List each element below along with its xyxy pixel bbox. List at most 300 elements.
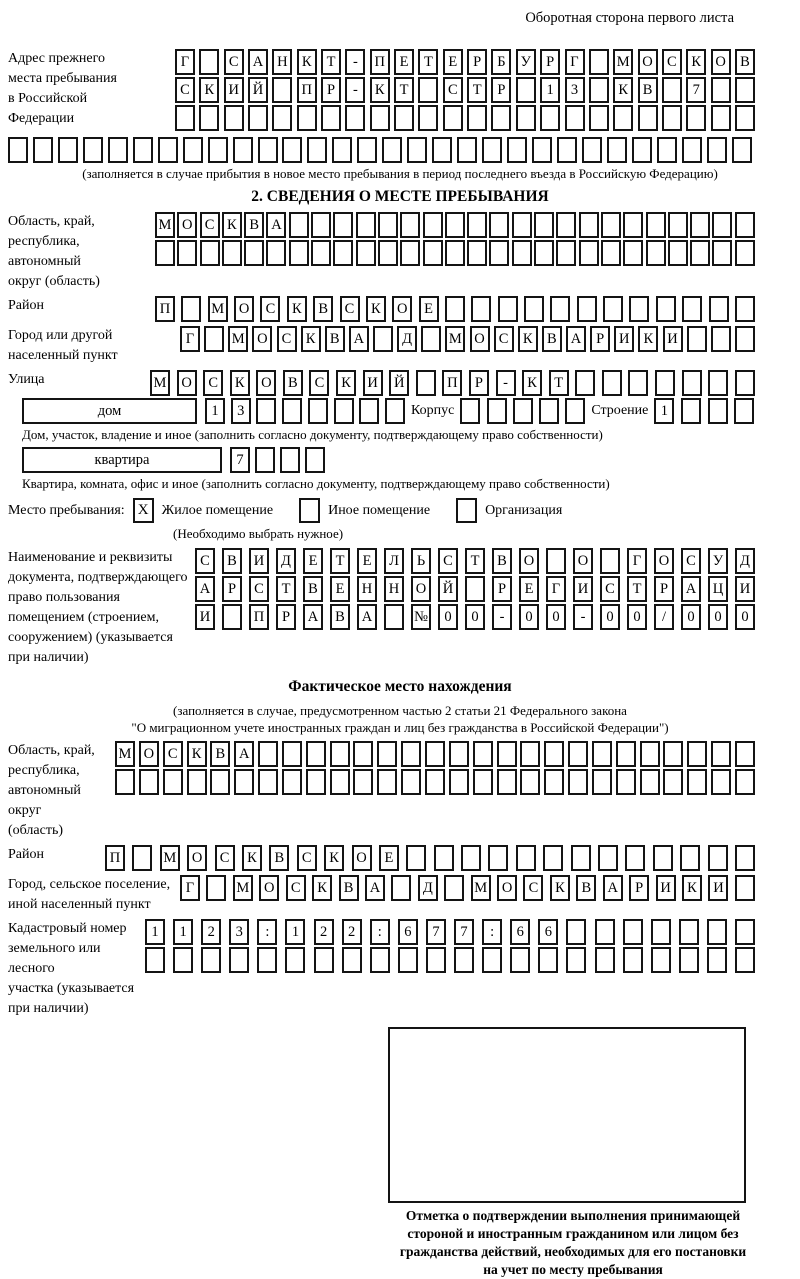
char-cell[interactable] [445,212,465,238]
char-cell[interactable] [445,240,465,266]
char-cell[interactable] [473,741,493,767]
char-cell[interactable] [330,741,350,767]
char-cell[interactable] [133,137,153,163]
char-cell[interactable]: К [370,77,390,103]
char-cell[interactable]: С [600,576,620,602]
char-cell[interactable]: В [542,326,562,352]
char-cell[interactable] [83,137,103,163]
char-cell[interactable] [510,947,530,973]
char-cell[interactable]: Р [321,77,341,103]
char-cell[interactable] [534,212,554,238]
char-cell[interactable] [687,326,707,352]
char-cell[interactable] [682,296,702,322]
char-cell[interactable]: В [222,548,242,574]
char-cell[interactable]: П [105,845,125,871]
char-cell[interactable] [601,212,621,238]
char-cell[interactable] [623,947,643,973]
char-cell[interactable]: Р [276,604,296,630]
char-cell[interactable] [708,845,728,871]
char-cell[interactable] [602,370,622,396]
char-cell[interactable]: К [187,741,207,767]
char-cell[interactable]: В [735,49,755,75]
char-cell[interactable]: Г [546,576,566,602]
char-cell[interactable]: Г [627,548,647,574]
char-cell[interactable]: 0 [735,604,755,630]
char-cell[interactable] [108,137,128,163]
char-cell[interactable]: С [681,548,701,574]
char-cell[interactable] [332,137,352,163]
char-cell[interactable] [426,947,446,973]
char-cell[interactable]: С [523,875,543,901]
char-cell[interactable]: О [573,548,593,574]
char-cell[interactable]: С [249,576,269,602]
char-cell[interactable]: 3 [565,77,585,103]
char-cell[interactable]: С [286,875,306,901]
char-cell[interactable] [200,240,220,266]
char-cell[interactable] [735,741,755,767]
char-cell[interactable] [489,212,509,238]
char-cell[interactable] [616,769,636,795]
char-cell[interactable] [735,769,755,795]
char-cell[interactable]: Д [418,875,438,901]
char-cell[interactable]: С [309,370,329,396]
char-cell[interactable]: С [340,296,360,322]
char-cell[interactable]: 2 [314,919,334,945]
char-cell[interactable]: О [411,576,431,602]
char-cell[interactable]: А [681,576,701,602]
char-cell[interactable]: А [248,49,268,75]
char-cell[interactable] [543,845,563,871]
char-cell[interactable]: А [603,875,623,901]
char-cell[interactable]: 1 [285,919,305,945]
char-cell[interactable]: Й [389,370,409,396]
char-cell[interactable]: К [550,875,570,901]
char-cell[interactable]: 7 [426,919,446,945]
char-cell[interactable] [735,845,755,871]
char-cell[interactable] [735,370,755,396]
char-cell[interactable] [651,947,671,973]
char-cell[interactable]: К [301,326,321,352]
char-cell[interactable]: Т [330,548,350,574]
char-cell[interactable]: Т [276,576,296,602]
char-cell[interactable] [709,296,729,322]
char-cell[interactable]: - [345,77,365,103]
house-field-box[interactable]: дом [22,398,197,424]
char-cell[interactable] [234,769,254,795]
char-cell[interactable] [513,398,533,424]
char-cell[interactable] [655,370,675,396]
char-cell[interactable]: Ь [411,548,431,574]
char-cell[interactable]: К [199,77,219,103]
char-cell[interactable]: / [654,604,674,630]
char-cell[interactable] [177,240,197,266]
char-cell[interactable] [206,875,226,901]
char-cell[interactable] [384,604,404,630]
char-cell[interactable] [557,137,577,163]
char-cell[interactable] [416,370,436,396]
char-cell[interactable]: П [370,49,390,75]
char-cell[interactable]: 0 [546,604,566,630]
char-cell[interactable]: В [283,370,303,396]
char-cell[interactable]: П [297,77,317,103]
char-cell[interactable] [391,875,411,901]
char-cell[interactable]: Р [590,326,610,352]
char-cell[interactable] [603,296,623,322]
char-cell[interactable]: Р [467,49,487,75]
char-cell[interactable]: С [224,49,244,75]
char-cell[interactable] [640,769,660,795]
char-cell[interactable] [311,240,331,266]
char-cell[interactable]: Е [330,576,350,602]
char-cell[interactable] [628,370,648,396]
char-cell[interactable] [646,212,666,238]
char-cell[interactable] [589,77,609,103]
char-cell[interactable] [370,947,390,973]
char-cell[interactable]: В [339,875,359,901]
char-cell[interactable]: : [257,919,277,945]
char-cell[interactable] [173,947,193,973]
char-cell[interactable]: О [352,845,372,871]
char-cell[interactable]: 7 [686,77,706,103]
char-cell[interactable]: 0 [600,604,620,630]
char-cell[interactable]: : [370,919,390,945]
char-cell[interactable]: П [249,604,269,630]
char-cell[interactable] [708,398,728,424]
char-cell[interactable] [595,919,615,945]
char-cell[interactable]: А [195,576,215,602]
char-cell[interactable] [280,447,300,473]
char-cell[interactable]: И [195,604,215,630]
char-cell[interactable] [556,240,576,266]
char-cell[interactable] [460,398,480,424]
char-cell[interactable] [398,947,418,973]
char-cell[interactable] [690,240,710,266]
char-cell[interactable] [687,741,707,767]
char-cell[interactable] [482,137,502,163]
char-cell[interactable] [465,576,485,602]
char-cell[interactable] [681,398,701,424]
char-cell[interactable] [712,212,732,238]
char-cell[interactable]: А [349,326,369,352]
char-cell[interactable] [651,919,671,945]
char-cell[interactable] [210,769,230,795]
char-cell[interactable] [382,137,402,163]
char-cell[interactable]: М [115,741,135,767]
char-cell[interactable]: И [735,576,755,602]
char-cell[interactable]: К [638,326,658,352]
char-cell[interactable] [282,741,302,767]
char-cell[interactable] [638,105,658,131]
char-cell[interactable] [311,212,331,238]
char-cell[interactable] [258,137,278,163]
char-cell[interactable] [682,137,702,163]
char-cell[interactable] [334,398,354,424]
char-cell[interactable] [589,105,609,131]
char-cell[interactable] [601,240,621,266]
char-cell[interactable]: Ц [708,576,728,602]
char-cell[interactable] [488,845,508,871]
char-cell[interactable] [258,769,278,795]
char-cell[interactable]: В [325,326,345,352]
char-cell[interactable] [377,741,397,767]
char-cell[interactable] [566,947,586,973]
char-cell[interactable] [550,296,570,322]
char-cell[interactable] [707,947,727,973]
char-cell[interactable]: О [252,326,272,352]
char-cell[interactable]: Р [491,77,511,103]
char-cell[interactable] [471,296,491,322]
char-cell[interactable] [516,845,536,871]
char-cell[interactable] [595,947,615,973]
char-cell[interactable] [708,370,728,396]
char-cell[interactable] [432,137,452,163]
char-cell[interactable] [497,741,517,767]
char-cell[interactable]: К [297,49,317,75]
char-cell[interactable] [616,741,636,767]
char-cell[interactable] [732,137,752,163]
char-cell[interactable]: Д [735,548,755,574]
char-cell[interactable] [308,398,328,424]
char-cell[interactable] [556,212,576,238]
char-cell[interactable] [544,769,564,795]
char-cell[interactable]: Е [357,548,377,574]
char-cell[interactable]: В [313,296,333,322]
char-cell[interactable] [373,326,393,352]
char-cell[interactable]: Т [549,370,569,396]
char-cell[interactable] [357,137,377,163]
char-cell[interactable]: В [269,845,289,871]
char-cell[interactable] [482,947,502,973]
char-cell[interactable] [394,105,414,131]
char-cell[interactable] [598,845,618,871]
char-cell[interactable] [443,105,463,131]
char-cell[interactable] [546,548,566,574]
char-cell[interactable] [534,240,554,266]
char-cell[interactable]: Д [276,548,296,574]
char-cell[interactable]: 7 [230,447,250,473]
char-cell[interactable] [735,240,755,266]
char-cell[interactable]: О [177,370,197,396]
char-cell[interactable]: Р [492,576,512,602]
char-cell[interactable] [516,105,536,131]
char-cell[interactable] [662,77,682,103]
char-cell[interactable] [623,919,643,945]
char-cell[interactable]: С [443,77,463,103]
char-cell[interactable] [256,398,276,424]
char-cell[interactable] [735,919,755,945]
char-cell[interactable] [577,296,597,322]
char-cell[interactable] [297,105,317,131]
char-cell[interactable]: Б [491,49,511,75]
char-cell[interactable]: И [224,77,244,103]
char-cell[interactable]: 3 [229,919,249,945]
char-cell[interactable] [255,447,275,473]
char-cell[interactable]: 1 [173,919,193,945]
char-cell[interactable]: К [324,845,344,871]
char-cell[interactable]: К [686,49,706,75]
char-cell[interactable] [145,947,165,973]
char-cell[interactable] [539,398,559,424]
char-cell[interactable]: Г [180,875,200,901]
char-cell[interactable]: 6 [510,919,530,945]
char-cell[interactable] [735,105,755,131]
char-cell[interactable] [401,769,421,795]
char-cell[interactable] [258,741,278,767]
char-cell[interactable]: С [260,296,280,322]
char-cell[interactable] [175,105,195,131]
char-cell[interactable]: 0 [519,604,539,630]
char-cell[interactable] [248,105,268,131]
char-cell[interactable]: 6 [538,919,558,945]
char-cell[interactable]: 0 [681,604,701,630]
char-cell[interactable]: Н [272,49,292,75]
char-cell[interactable]: Т [394,77,414,103]
char-cell[interactable] [378,240,398,266]
char-cell[interactable]: М [471,875,491,901]
char-cell[interactable]: 0 [708,604,728,630]
char-cell[interactable] [222,240,242,266]
char-cell[interactable] [629,296,649,322]
char-cell[interactable]: А [357,604,377,630]
char-cell[interactable]: Р [540,49,560,75]
char-cell[interactable]: О [519,548,539,574]
char-cell[interactable] [272,77,292,103]
char-cell[interactable]: М [155,212,175,238]
apartment-field-box[interactable]: квартира [22,447,222,473]
char-cell[interactable]: А [365,875,385,901]
char-cell[interactable]: Е [303,548,323,574]
char-cell[interactable] [646,240,666,266]
char-cell[interactable] [512,240,532,266]
char-cell[interactable]: О [654,548,674,574]
char-cell[interactable]: П [155,296,175,322]
char-cell[interactable] [418,105,438,131]
char-cell[interactable] [524,296,544,322]
char-cell[interactable]: К [287,296,307,322]
char-cell[interactable] [370,105,390,131]
char-cell[interactable] [257,947,277,973]
char-cell[interactable] [679,947,699,973]
char-cell[interactable] [378,212,398,238]
char-cell[interactable] [333,212,353,238]
char-cell[interactable]: О [711,49,731,75]
char-cell[interactable]: М [150,370,170,396]
char-cell[interactable]: К [366,296,386,322]
char-cell[interactable] [449,741,469,767]
char-cell[interactable] [282,137,302,163]
char-cell[interactable] [540,105,560,131]
char-cell[interactable] [187,769,207,795]
char-cell[interactable] [734,398,754,424]
char-cell[interactable]: 2 [201,919,221,945]
char-cell[interactable]: В [303,576,323,602]
char-cell[interactable] [663,741,683,767]
char-cell[interactable] [579,212,599,238]
char-cell[interactable]: К [312,875,332,901]
char-cell[interactable]: И [708,875,728,901]
char-cell[interactable]: Т [465,548,485,574]
char-cell[interactable]: К [518,326,538,352]
char-cell[interactable] [445,296,465,322]
char-cell[interactable] [418,77,438,103]
char-cell[interactable]: С [277,326,297,352]
char-cell[interactable]: В [492,548,512,574]
char-cell[interactable]: О [259,875,279,901]
char-cell[interactable]: И [656,875,676,901]
char-cell[interactable] [613,105,633,131]
char-cell[interactable]: С [163,741,183,767]
char-cell[interactable]: О [497,875,517,901]
char-cell[interactable] [687,769,707,795]
char-cell[interactable] [668,240,688,266]
char-cell[interactable]: 0 [465,604,485,630]
char-cell[interactable] [449,769,469,795]
char-cell[interactable] [498,296,518,322]
char-cell[interactable] [425,741,445,767]
char-cell[interactable] [423,212,443,238]
char-cell[interactable] [520,769,540,795]
char-cell[interactable] [640,741,660,767]
char-cell[interactable]: 1 [540,77,560,103]
char-cell[interactable] [653,845,673,871]
char-cell[interactable]: Е [394,49,414,75]
char-cell[interactable] [457,137,477,163]
char-cell[interactable]: О [392,296,412,322]
char-cell[interactable]: Й [248,77,268,103]
char-cell[interactable]: 0 [627,604,647,630]
char-cell[interactable] [711,741,731,767]
char-cell[interactable] [356,212,376,238]
char-cell[interactable] [356,240,376,266]
char-cell[interactable] [467,212,487,238]
char-cell[interactable] [353,769,373,795]
char-cell[interactable] [735,875,755,901]
char-cell[interactable] [224,105,244,131]
char-cell[interactable]: Р [469,370,489,396]
char-cell[interactable]: В [638,77,658,103]
char-cell[interactable] [444,875,464,901]
char-cell[interactable] [467,105,487,131]
char-cell[interactable] [623,212,643,238]
char-cell[interactable] [421,326,441,352]
char-cell[interactable] [385,398,405,424]
char-cell[interactable] [400,240,420,266]
char-cell[interactable] [575,370,595,396]
char-cell[interactable] [589,49,609,75]
char-cell[interactable] [199,49,219,75]
char-cell[interactable] [711,326,731,352]
char-cell[interactable] [625,845,645,871]
char-cell[interactable]: И [663,326,683,352]
char-cell[interactable] [663,769,683,795]
char-cell[interactable] [668,212,688,238]
char-cell[interactable] [735,212,755,238]
char-cell[interactable] [377,769,397,795]
char-cell[interactable]: Е [519,576,539,602]
char-cell[interactable]: Д [397,326,417,352]
char-cell[interactable]: - [573,604,593,630]
char-cell[interactable] [711,105,731,131]
char-cell[interactable] [566,919,586,945]
char-cell[interactable] [707,137,727,163]
char-cell[interactable] [342,947,362,973]
char-cell[interactable]: О [234,296,254,322]
char-cell[interactable] [711,77,731,103]
char-cell[interactable]: С [297,845,317,871]
char-cell[interactable]: М [613,49,633,75]
char-cell[interactable] [434,845,454,871]
char-cell[interactable] [487,398,507,424]
